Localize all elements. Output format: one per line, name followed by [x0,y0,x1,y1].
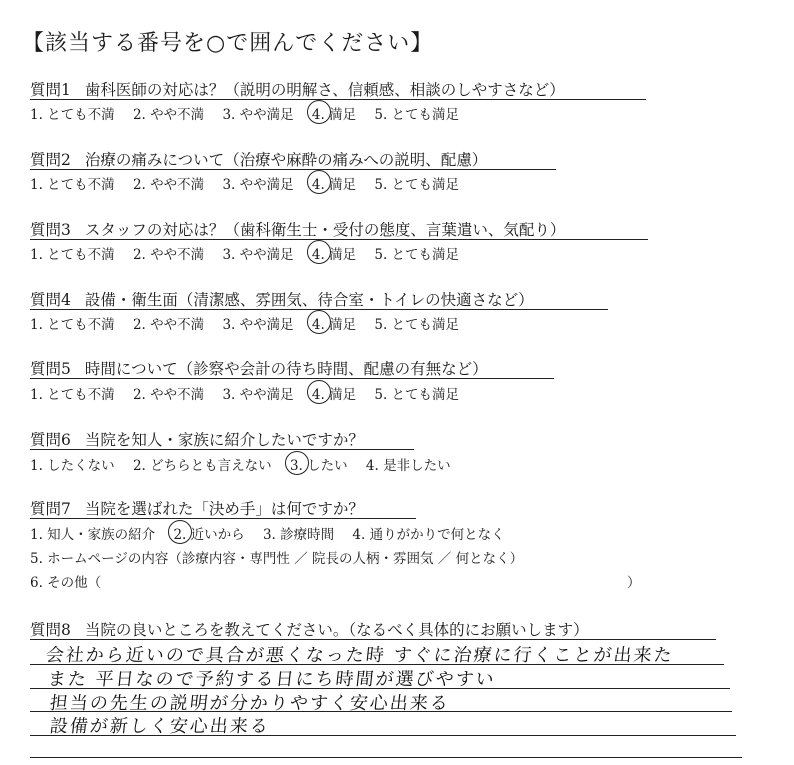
handwritten-answer-4: 設備が新しく安心出来る [48,716,271,737]
question-2-label: 質問2 [30,151,71,169]
question-4-options [30,313,473,333]
question-8-label: 質問8 [30,621,71,639]
question-8-text: 当院の良いところを教えてください。（なるべく具体的にお願いします） [84,621,589,639]
q3-option-2[interactable]: 2. やや不満 [132,247,205,263]
question-5-underline [30,378,554,379]
question-7-underline [30,518,416,519]
q1-option-1[interactable]: 1. とても不満 [30,107,115,123]
q1-option-5[interactable]: 5. とても満足 [374,107,460,123]
q6-option-3-selected[interactable]: 3. したい [290,454,348,474]
q2-option-1[interactable]: 1. とても不満 [30,177,115,193]
q3-option-1[interactable]: 1. とても不満 [30,247,115,263]
question-2-options [30,173,473,193]
question-2-text: 治療の痛みについて（治療や麻酔の痛みへの説明、配慮） [84,151,488,169]
q3-option-3[interactable]: 3. やや満足 [222,247,294,263]
question-1-text: 歯科医師の対応は？（説明の明解さ、信頼感、相談のしやすさなど） [84,81,565,99]
question-4 [30,288,534,310]
q7-option-6-other[interactable] [30,571,650,591]
q1-option-4-selected[interactable]: 4. 満足 [312,103,356,123]
q7-option-1[interactable]: 1. 知人・家族の紹介 [30,527,156,543]
q5-option-2[interactable]: 2. やや不満 [132,387,205,403]
q4-option-4-selected[interactable]: 4. 満足 [312,313,356,333]
question-3-label: 質問3 [30,221,71,239]
handwritten-answer-3: 担当の先生の説明が分かりやすく安心出来る [48,693,451,714]
handwritten-answer-1: 会社から近いので具合が悪くなった時 すぐに治療に行くことが出来た [44,645,675,666]
handwritten-answer-2: また 平日なので予約する日にち時間が選びやすい [46,669,497,690]
q4-option-5[interactable]: 5. とても満足 [374,317,460,333]
q7-option-6-close: ） [627,575,641,591]
question-7-label: 質問7 [30,500,71,518]
question-2 [30,148,487,170]
question-5-options [30,383,473,403]
question-3-options [30,243,473,263]
q1-option-3[interactable]: 3. やや満足 [222,107,294,123]
question-5-label: 質問5 [30,360,71,378]
q5-option-4-selected[interactable]: 4. 満足 [312,383,356,403]
q4-option-3[interactable]: 3. やや満足 [222,317,294,333]
q4-option-1[interactable]: 1. とても不満 [30,317,115,333]
question-6-options [30,454,465,474]
q3-option-5[interactable]: 5. とても満足 [374,247,460,263]
q7-option-3[interactable]: 3. 診療時間 [262,527,335,543]
question-8 [30,618,589,640]
question-1-options [30,103,473,123]
question-6-underline [30,449,414,450]
q2-option-5[interactable]: 5. とても満足 [374,177,460,193]
q6-option-2[interactable]: 2. どちらとも言えない [132,458,272,474]
q7-option-2-selected[interactable]: 2. 近いから [173,523,244,543]
q4-option-2[interactable]: 2. やや不満 [132,317,205,333]
q5-option-1[interactable]: 1. とても不満 [30,387,115,403]
q2-option-4-selected[interactable]: 4. 満足 [312,173,356,193]
q5-option-5[interactable]: 5. とても満足 [374,387,460,403]
answer-line-1 [30,639,716,640]
question-3-text: スタッフの対応は？（歯科衛生士・受付の態度、言葉遣い、気配り） [84,221,566,239]
question-1-underline [30,99,646,100]
question-2-underline [30,169,556,170]
q7-option-5[interactable]: 5. ホームページの内容（診療内容・専門性 ／ 院長の人柄・雰囲気 ／ 何となく） [30,551,524,567]
question-6-label: 質問6 [30,431,71,449]
q7-option-6-label: 6. その他（ [30,575,102,591]
survey-title: 【該当する番号を○で囲んでください】 [22,31,434,56]
q2-option-3[interactable]: 3. やや満足 [222,177,294,193]
question-5 [30,357,488,379]
question-1-label: 質問1 [30,81,71,99]
question-3 [30,218,565,240]
question-1 [30,78,565,100]
question-7 [30,497,364,519]
question-5-text: 時間について（診察や会計の待ち時間、配慮の有無など） [84,360,488,378]
q1-option-2[interactable]: 2. やや不満 [132,107,205,123]
q2-option-2[interactable]: 2. やや不満 [132,177,205,193]
q5-option-3[interactable]: 3. やや満足 [222,387,294,403]
q6-option-1[interactable]: 1. したくない [30,458,115,474]
question-4-label: 質問4 [30,291,71,309]
q6-option-4[interactable]: 4. 是非したい [365,458,451,474]
question-3-underline [30,239,648,240]
q7-option-4[interactable]: 4. 通りがかりで何となく [352,527,505,543]
question-4-text: 設備・衛生面（清潔感、雰囲気、待合室・トイレの快適さなど） [84,291,534,309]
q3-option-4-selected[interactable]: 4. 満足 [312,243,356,263]
question-7-text: 当院を選ばれた「決め手」は何ですか？ [84,500,364,518]
answer-line-6 [30,757,742,758]
question-7-options [30,523,519,543]
question-6-text: 当院を知人・家族に紹介したいですか？ [84,431,364,449]
question-6 [30,428,364,450]
